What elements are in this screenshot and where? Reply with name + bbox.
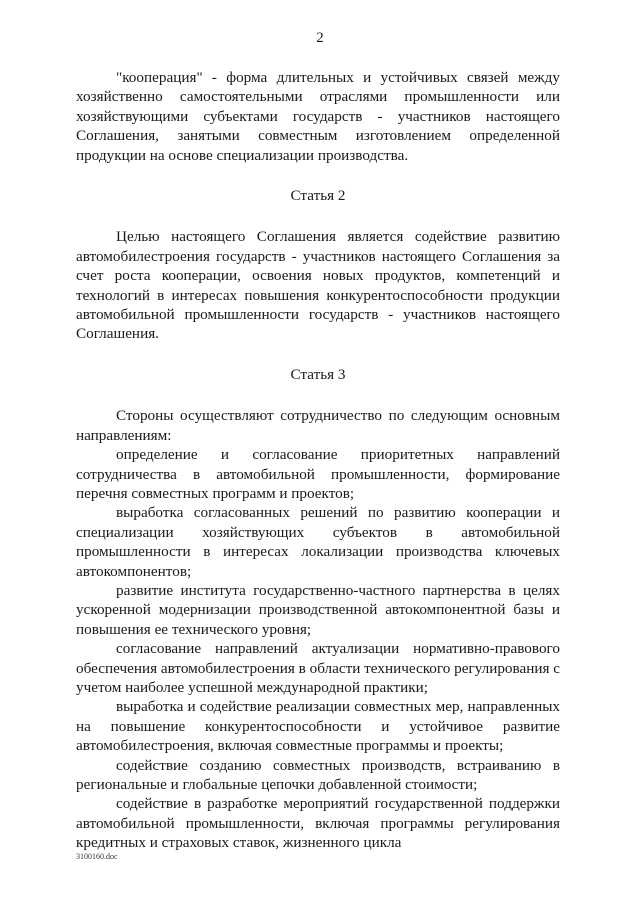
article-3-heading: Статья 3 [290,365,346,383]
article-3-paragraph: определение и согласование приоритетных направлений сотрудничества в автомобильной промышленности, формирование перечня совместных программ и проектов; [76,446,560,502]
footer-file-name: 3100160.doc [76,852,118,861]
article-3-paragraph: выработка согласованных решений по развитию кооперации и специализации хозяйствующих субъектов в автомобильной промышленности в интересах локализации производства ключевых автокомпонентов; [76,504,560,580]
article-2-paragraph: Целью настоящего Соглашения является содействие развитию автомобилестроения государств - участников настоящего Соглашения за счет роста кооперации, освоения новых продуктов, компетенций и технологий в интересах повышения конкурентоспособности продукции автомобильной промышленности государств - участников настоящего Соглашения. [76,228,560,343]
article-3-paragraph: Стороны осуществляют сотрудничество по следующим основным направлениям: [76,407,560,444]
article-3-paragraph: содействие созданию совместных производств, встраиванию в региональные и глобальные цепочки добавленной стоимости; [76,756,560,793]
document-body [76,68,560,853]
article-3-paragraph: содействие в разработке мероприятий государственной поддержки автомобильной промышленности, включая программы регулирования кредитных и страховых ставок, жизненного цикла [76,795,560,852]
article-3-paragraph: выработка и содействие реализации совместных мер, направленных на повышение конкурентоспособности и устойчивое развитие автомобилестроения, включая совместные программы и проекты; [76,698,560,755]
definition-cooperation: "кооперация" - форма длительных и устойчивых связей между хозяйственно самостоятельными отраслями промышленности или хозяйствующими субъектами государств - участников настоящего Соглашения, занятыми совместным изготовлением определенной продукции на основе специализации производства. [76,69,560,164]
article-3-paragraph: развитие института государственно-частного партнерства в целях ускоренной модернизации производственной автокомпонентной базы и повышения ее технического уровня; [76,581,560,638]
article-2-heading: Статья 2 [290,187,346,205]
page-number: 2 [316,30,324,46]
article-3-paragraph: согласование направлений актуализации нормативно-правового обеспечения автомобилестроения в области технического регулирования с учетом наиболее успешной международной практики; [76,640,561,696]
